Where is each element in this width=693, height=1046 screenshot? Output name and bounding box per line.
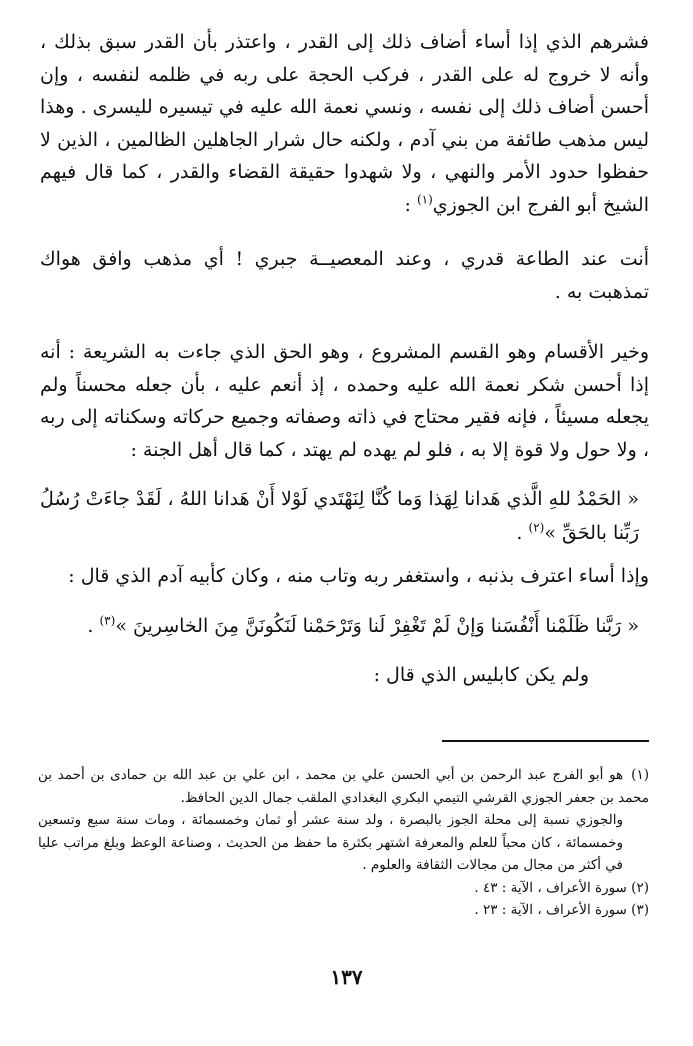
footnote-3-number: (٣): [631, 902, 649, 918]
quran-quote-2: [40, 609, 649, 643]
quran-quote-1-text: « الحَمْدُ للهِ الَّذي هَدانا لِهَذا وَما كُنَّا لِنَهْتَدي لَوْلا أَنْ هَدانا اللهُ ، لَقَدْ جاءَتْ رُسُلُ رَبِّنا بالحَقِّ »: [40, 488, 639, 544]
footnote-2-text: سورة الأعراف ، الآية : ٤٣ .: [474, 879, 627, 896]
footnote-1: [38, 764, 649, 809]
quran-quote-2-end: .: [87, 614, 100, 637]
footnote-ref-2[interactable]: (٢): [528, 520, 545, 535]
footnotes: [38, 764, 649, 922]
footnote-1-number: (١): [631, 767, 649, 783]
paragraph-1-end: :: [404, 193, 417, 216]
paragraph-3: وخير الأقسام وهو القسم المشروع ، وهو الحق الذي جاءت به الشريعة : أنه إذا أحسن شكر نعمة الله عليه وحمده ، إذ أنعم عليه ، بأن جعله محسناً ولم يجعله مسيئاً ، فإنه فقير محتاج في ذاته وصفاته وجميع حركاته وسكناته إلى ربه ، ولا حول ولا قوة إلا به ، فلو لم يهده لم يهتد ، كما قال أهل الجنة :: [40, 341, 649, 461]
paragraph-1: [40, 26, 649, 221]
paragraph-5: ولم يكن كابليس الذي قال :: [373, 663, 589, 686]
footnote-ref-1[interactable]: (١): [416, 192, 433, 207]
footnote-1-text: هو أبو الفرج عبد الرحمن بن أبي الحسن علي بن محمد ، ابن علي بن عبد الله بن حمادى بن أحمد بن محمد بن جعفر الجوزي القرشي التيمي البكري البغدادي الملقب جمال الدين الحافظ.: [38, 767, 649, 806]
footnote-1-continuation: والجوزي نسبة إلى محلة الجوز بالبصرة ، ولد سنة عشر أو ثمان وخمسمائة ، ومات سنة سبع وتسعين وخمسمائة ، كان محباً للعلم والمعرفة اشتهر بكثرة ما حفظ من الحديث ، وصناعة الوعظ وبلغ مراتب عليا في أكثر من مجال من مجالات الثقافة والعلوم .: [38, 812, 623, 873]
quran-quote-1-end: .: [516, 522, 529, 544]
footnote-3-text: سورة الأعراف ، الآية : ٢٣ .: [474, 902, 627, 918]
paragraph-1-text: فشرهم الذي إذا أساء أضاف ذلك إلى القدر ، واعتذر بأن القدر سبق بذلك ، وأنه لا خروج له على القدر ، فركب الحجة على ربه في ظلمه لنفسه ، وإن أحسن أضاف ذلك إلى نفسه ، ونسي نعمة الله عليه في تيسيره لليسرى . وهذا ليس مذهب طائفة من بني آدم ، ولكنه حال شرار الجاهلين الظالمين ، الذين لا حفظوا حدود الأمر والنهي ، ولا شهدوا حقيقة القضاء والقدر ، كما قال فيهم الشيخ أبو الفرج ابن الجوزي: [40, 31, 649, 216]
footnote-divider: [442, 740, 649, 742]
footnote-3: [38, 899, 649, 922]
paragraph-4: وإذا أساء اعترف بذنبه ، واستغفر ربه وتاب منه ، وكان كأبيه آدم الذي قال :: [68, 565, 649, 587]
quran-quote-2-text: « رَبَّنا ظَلَمْنا أَنْفُسَنا وَإنْ لَمْ تَغْفِرْ لَنا وَتَرْحَمْنا لَنَكُونَنَّ مِنَ الخاسِرينَ »: [115, 614, 639, 637]
footnote-2: [38, 877, 649, 900]
quran-quote-1: [40, 482, 649, 550]
footnote-2-number: (٢): [631, 879, 649, 896]
paragraph-2: أنت عند الطاعة قدري ، وعند المعصيــة جبري ! أي مذهب وافق هواك تمذهبت به .: [40, 248, 649, 303]
page-number: ١٣٧: [330, 965, 363, 989]
footnote-ref-3[interactable]: (٣): [99, 613, 116, 628]
